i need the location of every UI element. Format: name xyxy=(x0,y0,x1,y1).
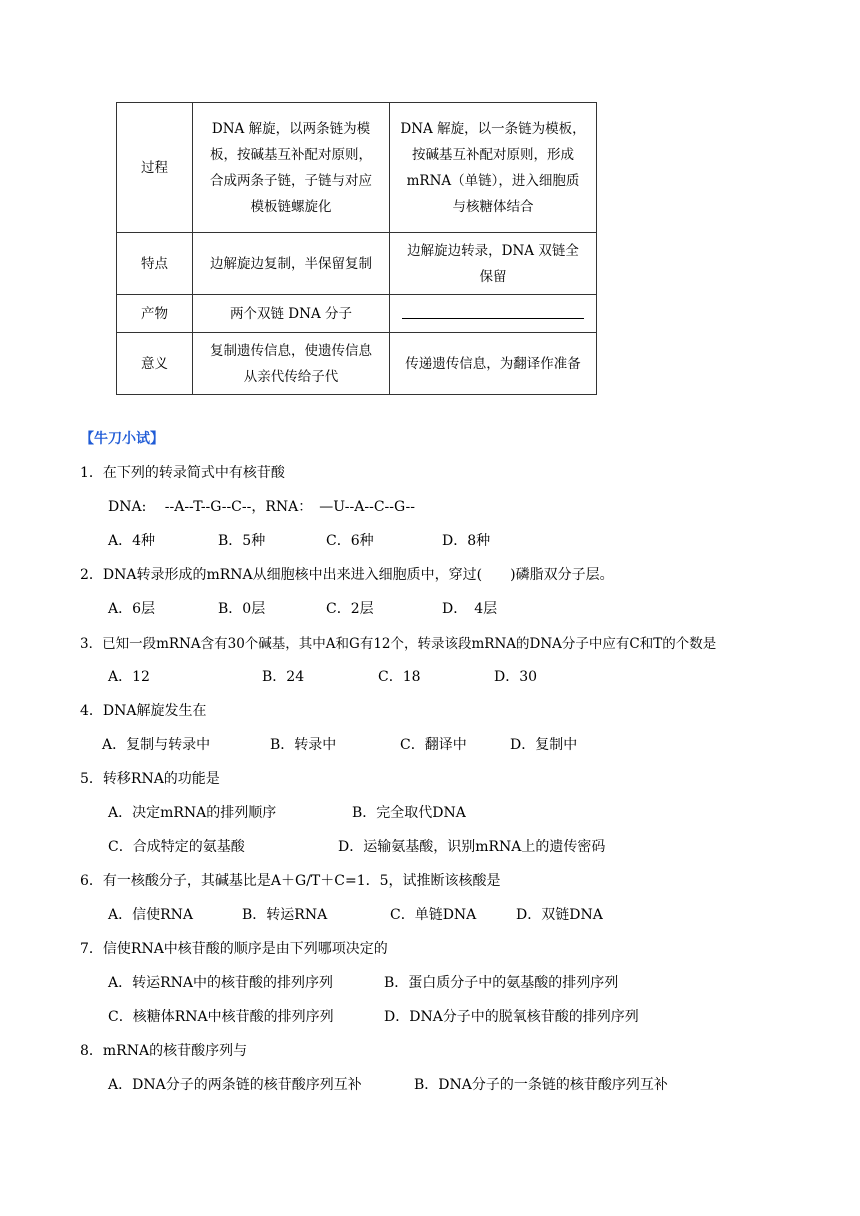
option-b[interactable]: B．24 xyxy=(262,669,305,685)
replication-cell: 两个双链 DNA 分子 xyxy=(193,295,390,333)
option-b[interactable]: B．5种 xyxy=(218,533,266,549)
section-title: 【牛刀小试】 xyxy=(80,431,164,447)
option-a[interactable]: A．12 xyxy=(108,669,150,685)
option-d[interactable]: D．8种 xyxy=(442,533,491,549)
option-a[interactable]: A．6层 xyxy=(108,601,156,617)
option-c[interactable]: C．单链DNA xyxy=(390,907,477,923)
option-a[interactable]: A．决定mRNA的排列顺序 xyxy=(108,805,277,821)
row-label: 产物 xyxy=(117,295,193,333)
option-b[interactable]: B．转录中 xyxy=(270,737,337,753)
transcription-cell: 边解旋边转录，DNA 双链全 保留 xyxy=(390,233,597,295)
option-c[interactable]: C．核糖体RNA中核苷酸的排列序列 xyxy=(108,1009,334,1025)
option-d[interactable]: D．30 xyxy=(494,669,538,685)
question-stem: 1．在下列的转录简式中有核苷酸 xyxy=(80,465,285,481)
option-d[interactable]: D． 4层 xyxy=(442,601,498,617)
row-label: 意义 xyxy=(117,333,193,395)
replication-cell: 边解旋边复制，半保留复制 xyxy=(193,233,390,295)
option-a[interactable]: A．DNA分子的两条链的核苷酸序列互补 xyxy=(108,1077,362,1093)
transcription-cell: 传递遗传信息，为翻译作准备 xyxy=(390,333,597,395)
question-stem: 3．已知一段mRNA含有30个碱基，其中A和G有12个，转录该段mRNA的DNA分子中应有C和T的个数是 xyxy=(80,636,717,652)
question-stem: 5．转移RNA的功能是 xyxy=(80,771,220,787)
replication-cell: 复制遗传信息，使遗传信息 从亲代传给子代 xyxy=(193,333,390,395)
option-a[interactable]: A．信使RNA xyxy=(108,907,194,923)
option-c[interactable]: C．2层 xyxy=(326,601,374,617)
option-d[interactable]: D．运输氨基酸，识别mRNA上的遗传密码 xyxy=(338,839,606,855)
table-row xyxy=(117,233,597,295)
table-row xyxy=(117,295,597,333)
option-b[interactable]: B．转运RNA xyxy=(242,907,328,923)
row-label: 特点 xyxy=(117,233,193,295)
transcription-cell: DNA 解旋，以一条链为模板， 按碱基互补配对原则，形成 mRNA（单链），进入细胞质 与核糖体结合 xyxy=(390,103,597,233)
option-b[interactable]: B．0层 xyxy=(218,601,266,617)
option-c[interactable]: C．合成特定的氨基酸 xyxy=(108,839,245,855)
option-a[interactable]: A．4种 xyxy=(108,533,156,549)
option-a[interactable]: A．转运RNA中的核苷酸的排列序列 xyxy=(108,975,334,991)
option-b[interactable]: B．完全取代DNA xyxy=(352,805,466,821)
answer-blank[interactable] xyxy=(390,295,597,333)
option-c[interactable]: C．6种 xyxy=(326,533,374,549)
question-stem: 6．有一核酸分子，其碱基比是A＋G/T＋C=1．5，试推断该核酸是 xyxy=(80,873,501,889)
table-row xyxy=(117,103,597,233)
replication-cell: DNA 解旋，以两条链为模 板，按碱基互补配对原则， 合成两条子链，子链与对应 模板链螺旋化 xyxy=(193,103,390,233)
option-a[interactable]: A．复制与转录中 xyxy=(102,737,211,753)
question-stem: 4．DNA解旋发生在 xyxy=(80,703,207,719)
option-b[interactable]: B．DNA分子的一条链的核苷酸序列互补 xyxy=(414,1077,668,1093)
option-d[interactable]: D．DNA分子中的脱氧核苷酸的排列序列 xyxy=(384,1009,639,1025)
option-c[interactable]: C．18 xyxy=(378,669,421,685)
comparison-table xyxy=(116,102,597,395)
option-d[interactable]: D．复制中 xyxy=(510,737,578,753)
option-c[interactable]: C．翻译中 xyxy=(400,737,467,753)
row-label: 过程 xyxy=(117,103,193,233)
question-stem: 2．DNA转录形成的mRNA从细胞核中出来进入细胞质中，穿过( )磷脂双分子层。 xyxy=(80,567,614,583)
option-b[interactable]: B．蛋白质分子中的氨基酸的排列序列 xyxy=(384,975,619,991)
question-stem: 8．mRNA的核苷酸序列与 xyxy=(80,1043,248,1059)
option-d[interactable]: D．双链DNA xyxy=(516,907,603,923)
table-row xyxy=(117,333,597,395)
question-formula: DNA: --A--T--G--C--，RNA： —U--A--C--G-- xyxy=(108,499,415,515)
question-stem: 7．信使RNA中核苷酸的顺序是由下列哪项决定的 xyxy=(80,941,388,957)
